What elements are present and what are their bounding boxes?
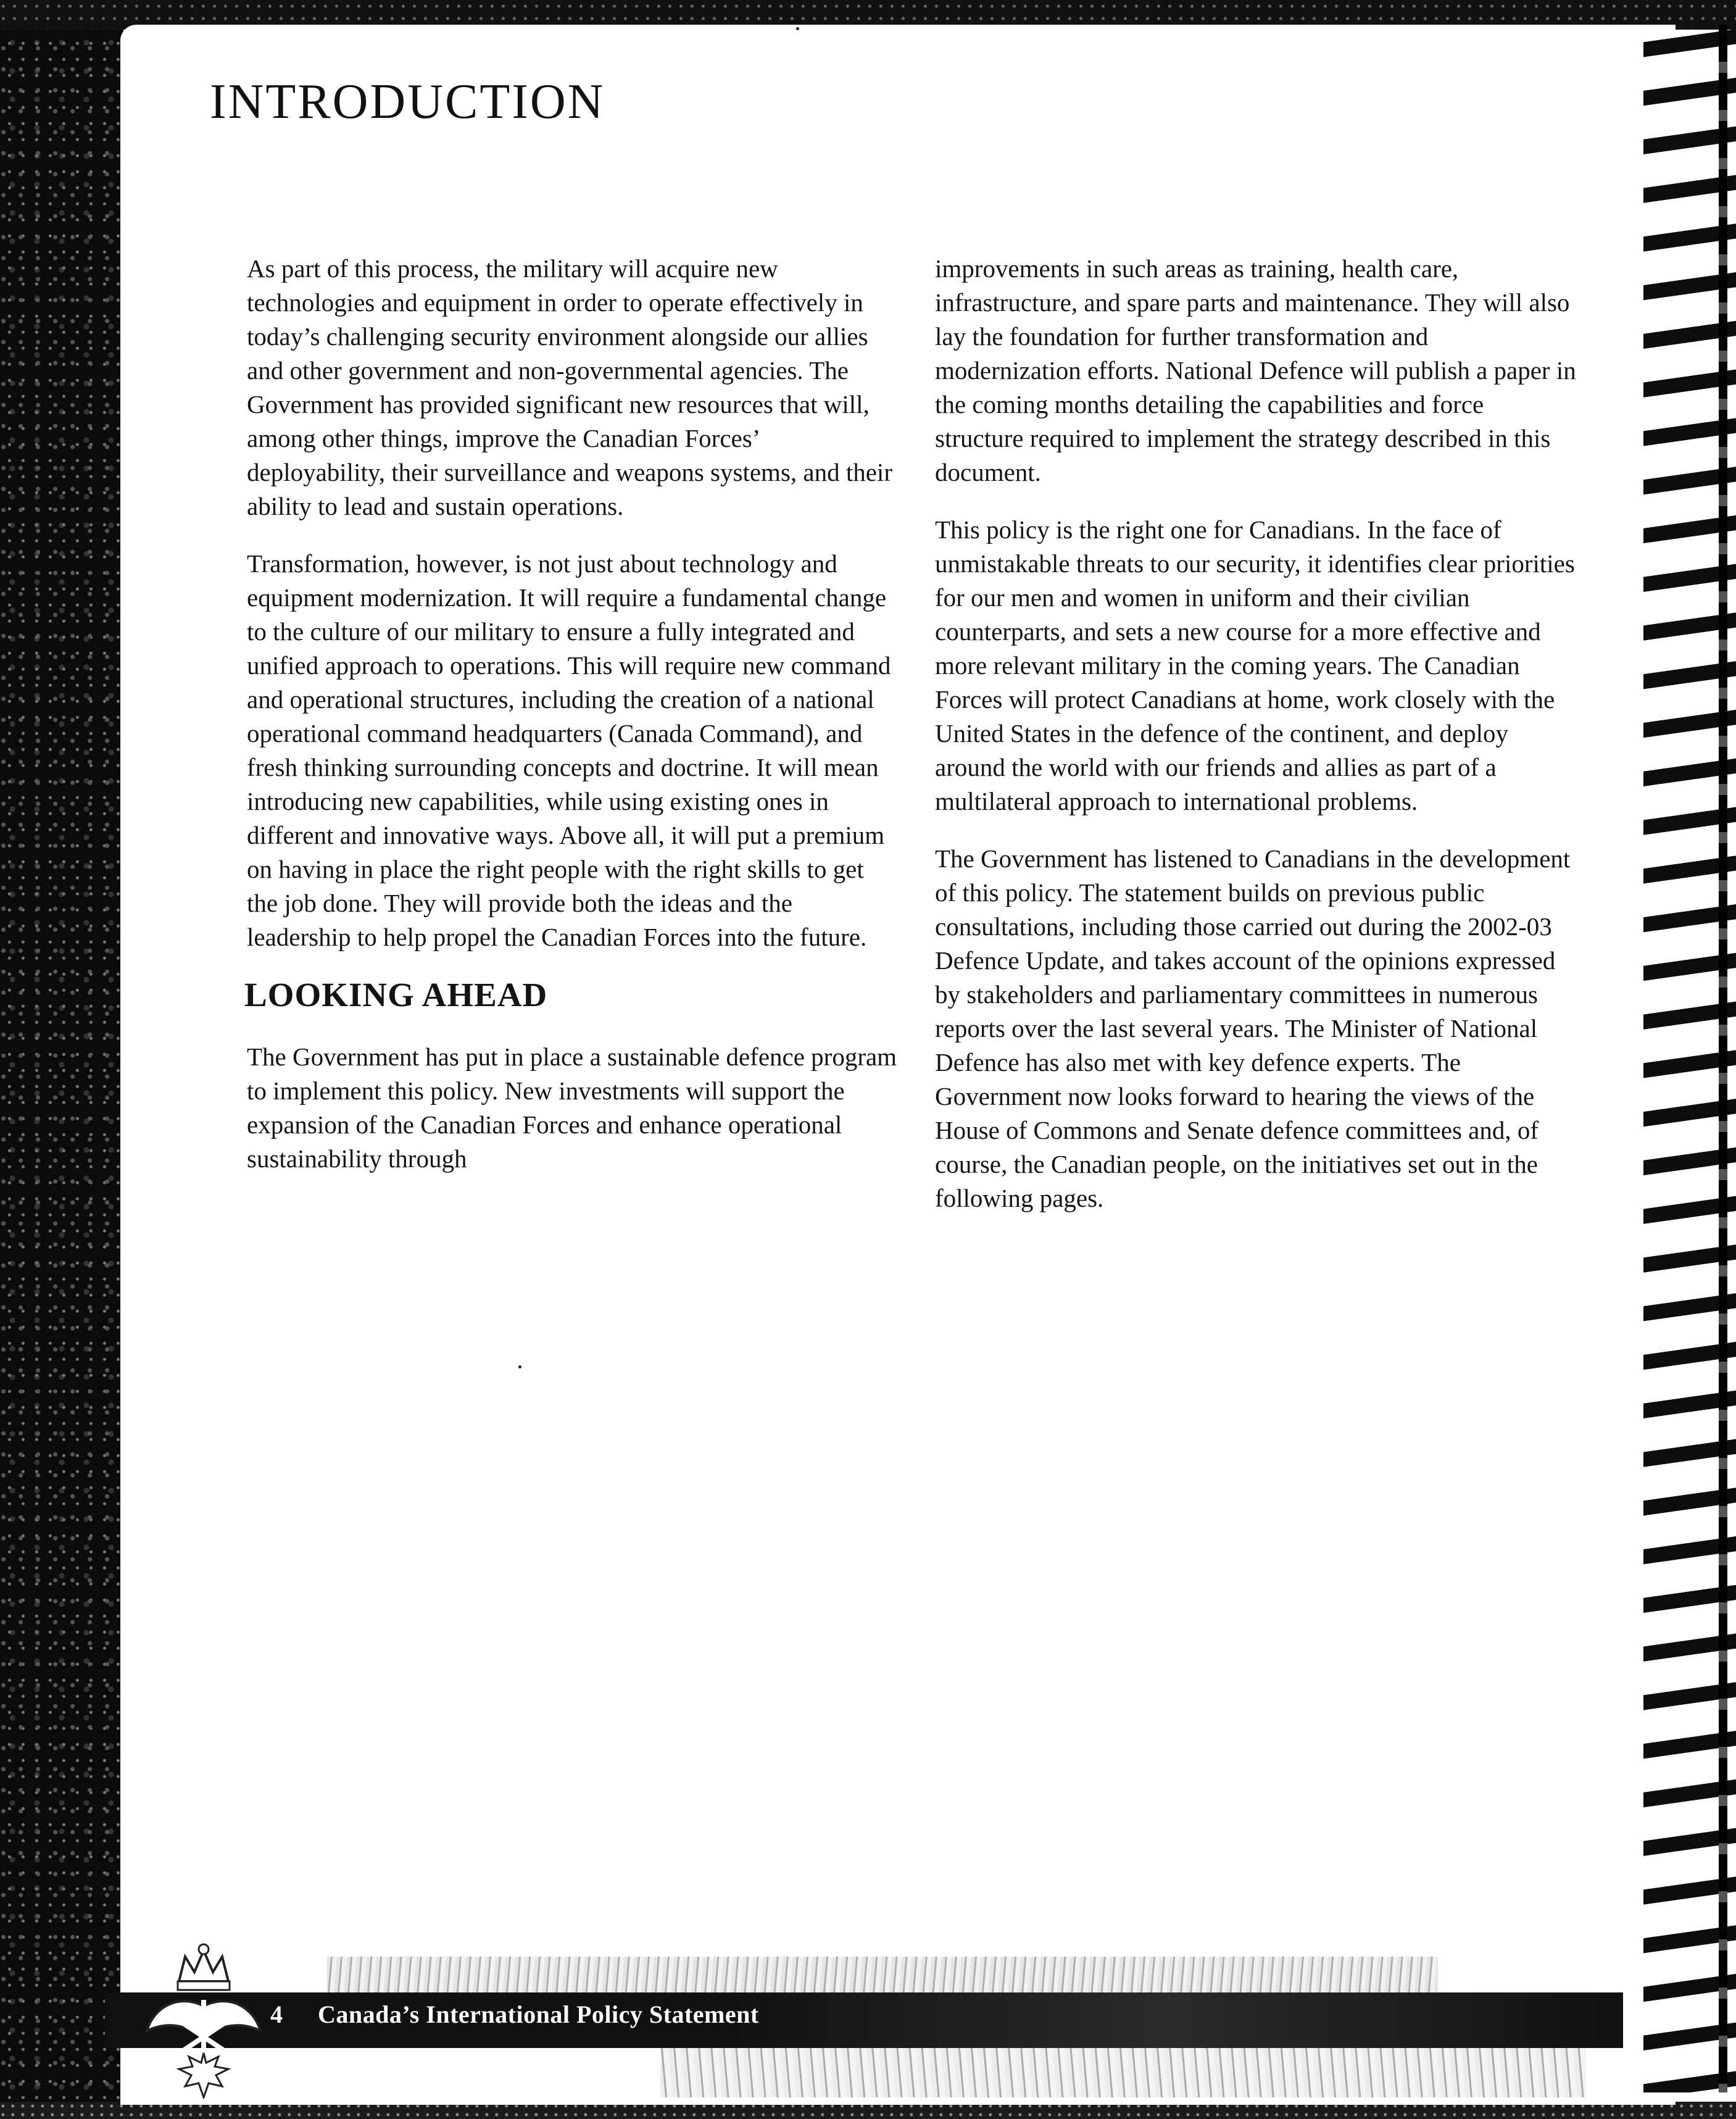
paragraph: This policy is the right one for Canadians. In the face of unmistakable threats to our security, it identifies clear priorities for our men and women in uniform and their civilian counterparts, and sets a new course for a more effective and more relevant military in the coming years. The Canadian Forces will protect Canadians at home, work closely with the United States in the defence of the continent, and deploy around the world with our friends and allies as part of a multilateral approach to international problems. xyxy=(935,515,1575,815)
paragraph: Transformation, however, is not just about technology and equipment modernization. It will require a fundamental change to the culture of our military to ensure a fully integrated and unified approach to operations. This will require new command and operational structures, including the creation of a national operational command headquarters (Canada Command), and fresh thinking surrounding concepts and doctrine. It will mean introducing new capabilities, while using existing ones in different and innovative ways. Above all, it will put a premium on having in place the right people with the right skills to get the job done. They will provide both the ideas and the leadership to help propel the Canadian Forces into the future. xyxy=(247,549,891,951)
paragraph: improvements in such areas as training, health care, infrastructure, and spare parts and maintenance. They will also lay the foundation for further transformation and modernization efforts. National Defence will publish a paper in the coming months detailing the capabilities and force structure required to implement the strategy described in this document. xyxy=(935,254,1576,486)
section-heading: LOOKING AHEAD xyxy=(244,976,548,1014)
right-column xyxy=(935,252,1577,1239)
page-title: INTRODUCTION xyxy=(210,75,605,129)
scan-speck xyxy=(518,1365,521,1368)
scan-speck xyxy=(796,27,799,30)
footer-document-title: Canada’s International Policy Statement xyxy=(318,2000,759,2028)
spiral-binding xyxy=(1643,25,1736,2092)
left-column xyxy=(244,252,901,1199)
paragraph: As part of this process, the military will acquire new technologies and equipment in order to operate effectively in today’s challenging security environment alongside our allies and other government and non-governmental agencies. The Government has provided significant new resources that will, among other things, improve the Canadian Forces’ deployability, their surveillance and weapons systems, and their ability to lead and sustain operations. xyxy=(247,254,892,520)
page-number: 4 xyxy=(270,2000,283,2028)
paragraph: The Government has listened to Canadians in the development of this policy. The statement builds on previous public consultations, including those carried out during the 2002-03 Defence Update, and takes account of the opinions expressed by stakeholders and parliamentary committees in numerous reports over the last several years. The Minister of National Defence has also met with key defence experts. The Government now looks forward to hearing the views of the House of Commons and Senate defence committees and, of course, the Canadian people, on the initiatives set out in the following pages. xyxy=(935,844,1571,1212)
canadian-forces-badge-icon xyxy=(142,1938,265,2099)
paragraph: The Government has put in place a sustainable defence program to implement this policy. New investments will support the expansion of the Canadian Forces and enhance operational sustainability through xyxy=(247,1043,897,1173)
scan-left-border xyxy=(0,0,123,2119)
